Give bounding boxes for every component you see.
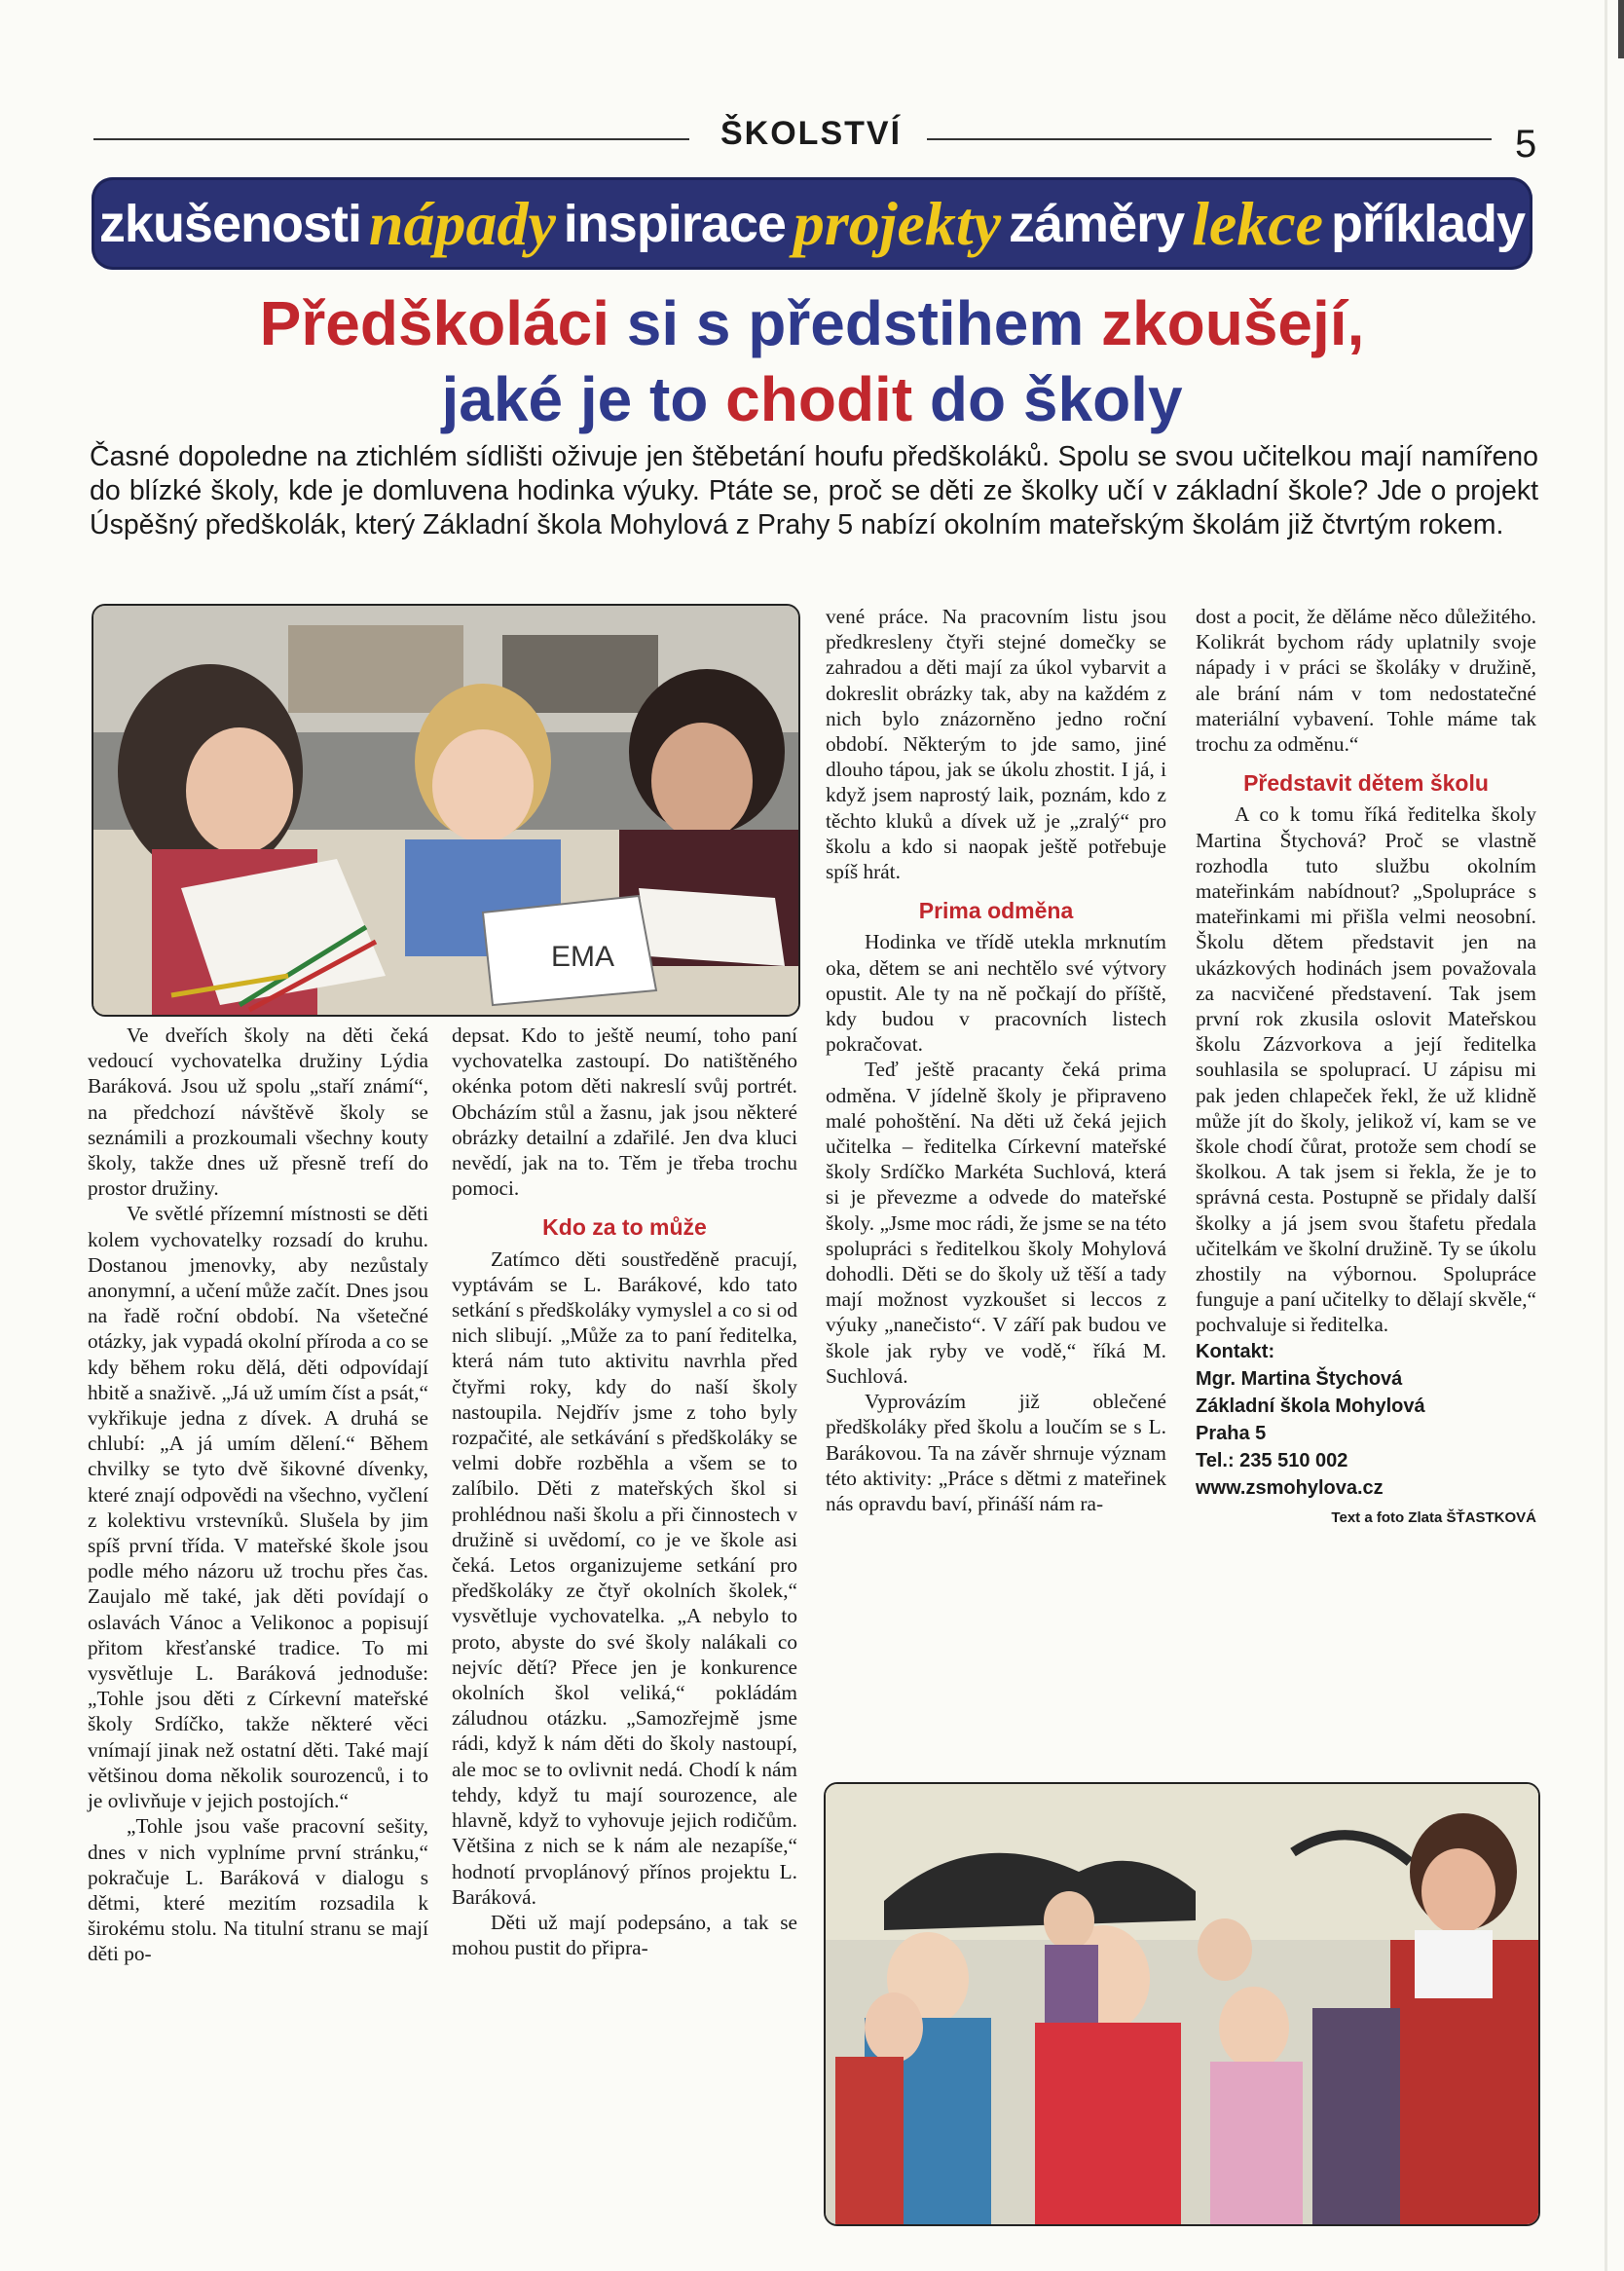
- photo-credit: Text a foto Zlata ŠŤASTKOVÁ: [1331, 1508, 1536, 1526]
- name-card-text: EMA: [551, 941, 615, 973]
- banner-word: projekty: [793, 188, 1002, 258]
- paragraph: A co k tomu říká ředitelka školy Martina Štychová? Proč se vlastně rozhodla tuto službu okolním mateřinkám nabídnout? „Spolupráce s mateřinkami mi přišla velmi neosobní. Školu dětem představit jen na ukázkových hodinách jsem považovala za nacvičené představení. Tak jsem první rok zkusila oslovit Mateřskou školu Zázvorkova a její ředitelka souhlasila se spoluprací. U zápisu mi pak jeden chlapeček řekl, že už klidně může jít do školy, jelikož ví, kam se ve škole chodí čůrat, protože sem chodí se školkou. A tak jsem si řekla, že je to správná cesta. Postupně se přidaly další školky a já jsem svou štafetu předala učitelkám ve školní družině. Ty se úkolu zhostily na výbornou. Spolupráce funguje a paní učitelky to dělají skvěle,“ pochvaluje si ředitelka.: [1196, 802, 1536, 1337]
- headline-word: zkoušejí,: [1084, 288, 1365, 358]
- photo-children-group: [824, 1782, 1540, 2226]
- headline-word: jaké je to: [441, 364, 726, 434]
- banner-word: nápady: [368, 188, 556, 258]
- headline-word: chodit: [725, 364, 913, 434]
- banner-word: inspirace: [563, 194, 786, 253]
- photo-children-drawing: [92, 604, 800, 1017]
- contact-school: Základní škola Mohylová: [1196, 1395, 1425, 1417]
- topic-banner: [92, 177, 1532, 270]
- headline-line-2: [97, 358, 1527, 440]
- subheading: Představit dětem školu: [1243, 770, 1489, 797]
- paragraph: Děti už mají podepsáno, a tak se mohou pustit do připra-: [452, 1910, 797, 1960]
- contact-web: www.zsmohylova.cz: [1196, 1476, 1384, 1499]
- subheading: Kdo za to může: [542, 1214, 707, 1241]
- subheading: Prima odměna: [918, 898, 1074, 924]
- paragraph: depsat. Kdo to ještě neumí, toho paní vychovatelka zastoupí. Do natištěného okénka potom děti nakreslí svůj portrét. Obcházím stůl a žasnu, jak jsou některé obrázky detailní a zdařilé. Jen dva kluci nevědí, jak na to. Těm je třeba trochu pomoci.: [452, 1024, 797, 1201]
- section-title: ŠKOLSTVÍ: [720, 115, 903, 152]
- paragraph: Hodinka ve třídě utekla mrknutím oka, dětem se ani nechtělo své výtvory opustit. Ale ty na ně počkají do příště, kdy budou v pracovních listech pokračovat.: [826, 930, 1166, 1057]
- paragraph: Ve dveřích školy na děti čeká vedoucí vychovatelka družiny Lýdia Baráková. Jsou už spolu „staří známí“, na předchozí návštěvě školy se seznámili a prozkoumali všechny kouty školy, takže dnes už přesně trefí do prostor družiny.: [88, 1024, 428, 1201]
- article-column-2: [452, 1023, 797, 1960]
- scan-edge-mark: [1618, 0, 1624, 58]
- paragraph: „Tohle jsou vaše pracovní sešity, dnes v nich vyplníme první stránku,“ pokračuje L. Baráková v dialogu s dětmi, které mezitím rozsadila k širokému stolu. Na titulní stranu se mají děti po-: [88, 1814, 428, 1966]
- contact-name: Mgr. Martina Štychová: [1196, 1367, 1403, 1390]
- paragraph: Ve světlé přízemní místnosti se děti kolem vychovatelky rozsadí do kruhu. Dostanou jmenovky, aby nezůstaly anonymní, a učení může začít. Dnes jsou na řadě roční období. Na všetečné otázky, jak vypadá okolní příroda a co se kdy během roku dělá, děti odpovídají hbitě a snaživě. „Já už umím číst a psát,“ vykřikuje jedna z dívek. A druhá se chlubí: „A já umím dělení.“ Během chvilky se tyto dvě šikovné dívenky, které znají odpovědi na všechno, vyčlení z kolektivu vrstevníků. Slušela by jim spíš první třída. V mateřské škole jsou podle mého názoru už trochu přes čas. Zaujalo mě také, jak děti povídají o oslavách Vánoc a Velikonoc a popisují přitom křesťanské tradice. To mi vysvětluje L. Baráková jednoduše: „Tohle jsou děti z Církevní mateřské školy Srdíčko, takže některé věci vnímají jinak než ostatní děti. Také mají většinou doma několik sourozenců, i to je ovlivňuje v jejich postojích.“: [88, 1202, 428, 1813]
- article-column-3: [826, 604, 1166, 1516]
- banner-word: příklady: [1330, 194, 1526, 253]
- paragraph: dost a pocit, že děláme něco důležitého. Kolikrát bychom rády uplatnily svoje nápady i v práci se školáky v družině, ale brání nám v tom nedostatečné materiální vybavení. Tohle máme tak trochu za odměnu.“: [1196, 605, 1536, 757]
- contact-city: Praha 5: [1196, 1422, 1267, 1444]
- header-rule-right: [927, 138, 1492, 140]
- paragraph: vené práce. Na pracovním listu jsou předkresleny čtyři stejné domečky se zahradou a děti mají za úkol vybarvit a dokreslit obrázky tak, aby na každém z nich bylo znázorněno jedno roční období. Některým to jde samo, jiné dlouho tápou, jak se úkolu zhostit. I já, i když jsem naprostý laik, poznám, kdo z těchto kluků a dívek už je „zralý“ pro školu a kdo si naopak ještě potřebuje spíš hrát.: [826, 605, 1166, 884]
- banner-word: lekce: [1192, 188, 1324, 258]
- banner-word: zkušenosti: [98, 194, 361, 253]
- lead-paragraph: Časné dopoledne na ztichlém sídlišti oživuje jen štěbetání houfu předškoláků. Spolu se svou učitelkou mají namířeno do blízké školy, kde je domluvena hodinka výuky. Ptáte se, proč se děti ze školky učí v základní škole? Jde o projekt Úspěšný předškolák, který Základní škola Mohylová z Prahy 5 nabízí okolním mateřským školám již čtvrtým rokem.: [90, 441, 1538, 540]
- banner-word: záměry: [1009, 194, 1185, 253]
- photo-children-drawing-image: [93, 606, 798, 1015]
- photo-children-group-image: [826, 1784, 1538, 2224]
- headline-line-1: [97, 282, 1527, 364]
- paragraph: Vyprovázím již oblečené předškoláky před školu a loučím se s L. Barákovou. Ta na závěr shrnuje význam této aktivity: „Práce s dětmi z mateřinek nás opravdu baví, přináší nám ra-: [826, 1390, 1166, 1515]
- headline-word: do školy: [912, 364, 1183, 434]
- paragraph: Teď ještě pracanty čeká prima odměna. V jídelně školy je připraveno malé pohoštění. Na děti už čeká jejich učitelka – ředitelka Církevní mateřské školy Srdíčko Markéta Suchlová, která si je převezme a odvede do mateřské školy. „Jsme moc rádi, že jsme se na této spolupráci s ředitelkou školy Mohylová dohodli. Děti se do školy už těší a tady mají možnost vyzkoušet si leccos z výuky „nanečisto“. V září pak budou ve škole jak ryby ve vodě,“ říká M. Suchlová.: [826, 1058, 1166, 1388]
- article-column-4: [1196, 604, 1536, 1531]
- paragraph: Zatímco děti soustředěně pracují, vyptávám se L. Barákové, kdo tato setkání s předškoláky vymyslel a co si od nich slibují. „Může za to paní ředitelka, která nám tuto aktivitu navrhla před čtyřmi roky, kdy do naší školy nastoupila. Nejdřív jsme z toho byly rozpačité, ale setkávání s předškoláky se velmi dobře rozběhla a všem se to zalíbilo. Děti z mateřských škol si prohlédnou naši školu a při činnostech v družině si uvědomí, co je ve škole asi čeká. Letos organizujeme setkání pro předškoláky ze čtyř okolních školek,“ vysvětluje vychovatelka. „A nebylo to proto, abyste do své školy nalákali co nejvíc dětí? Přece jen je konkurence okolních škol veliká,“ pokládám záludnou otázku. „Samozřejmě jsme rádi, když k nám děti do školy nastoupí, ale moc se to ovlivnit nedá. Chodí k nám tehdy, když tu mají sourozence, ale hlavně, když to vyhovuje jejich rodičům. Většina z nich se k nám ale nezapíše,“ hodnotí prvoplánový přínos projektu L. Baráková.: [452, 1247, 797, 1909]
- headline-word: Předškoláci: [259, 288, 609, 358]
- scan-edge-strip: [1605, 0, 1607, 2271]
- headline-word: předstihem: [748, 288, 1085, 358]
- headline-word: si s: [609, 288, 749, 358]
- header-rule-left: [93, 138, 689, 140]
- contact-label: Kontakt:: [1196, 1340, 1275, 1362]
- contact-block: [1196, 1338, 1536, 1502]
- page-number: 5: [1515, 123, 1537, 166]
- contact-phone: Tel.: 235 510 002: [1196, 1449, 1348, 1471]
- article-column-1: [88, 1023, 428, 1967]
